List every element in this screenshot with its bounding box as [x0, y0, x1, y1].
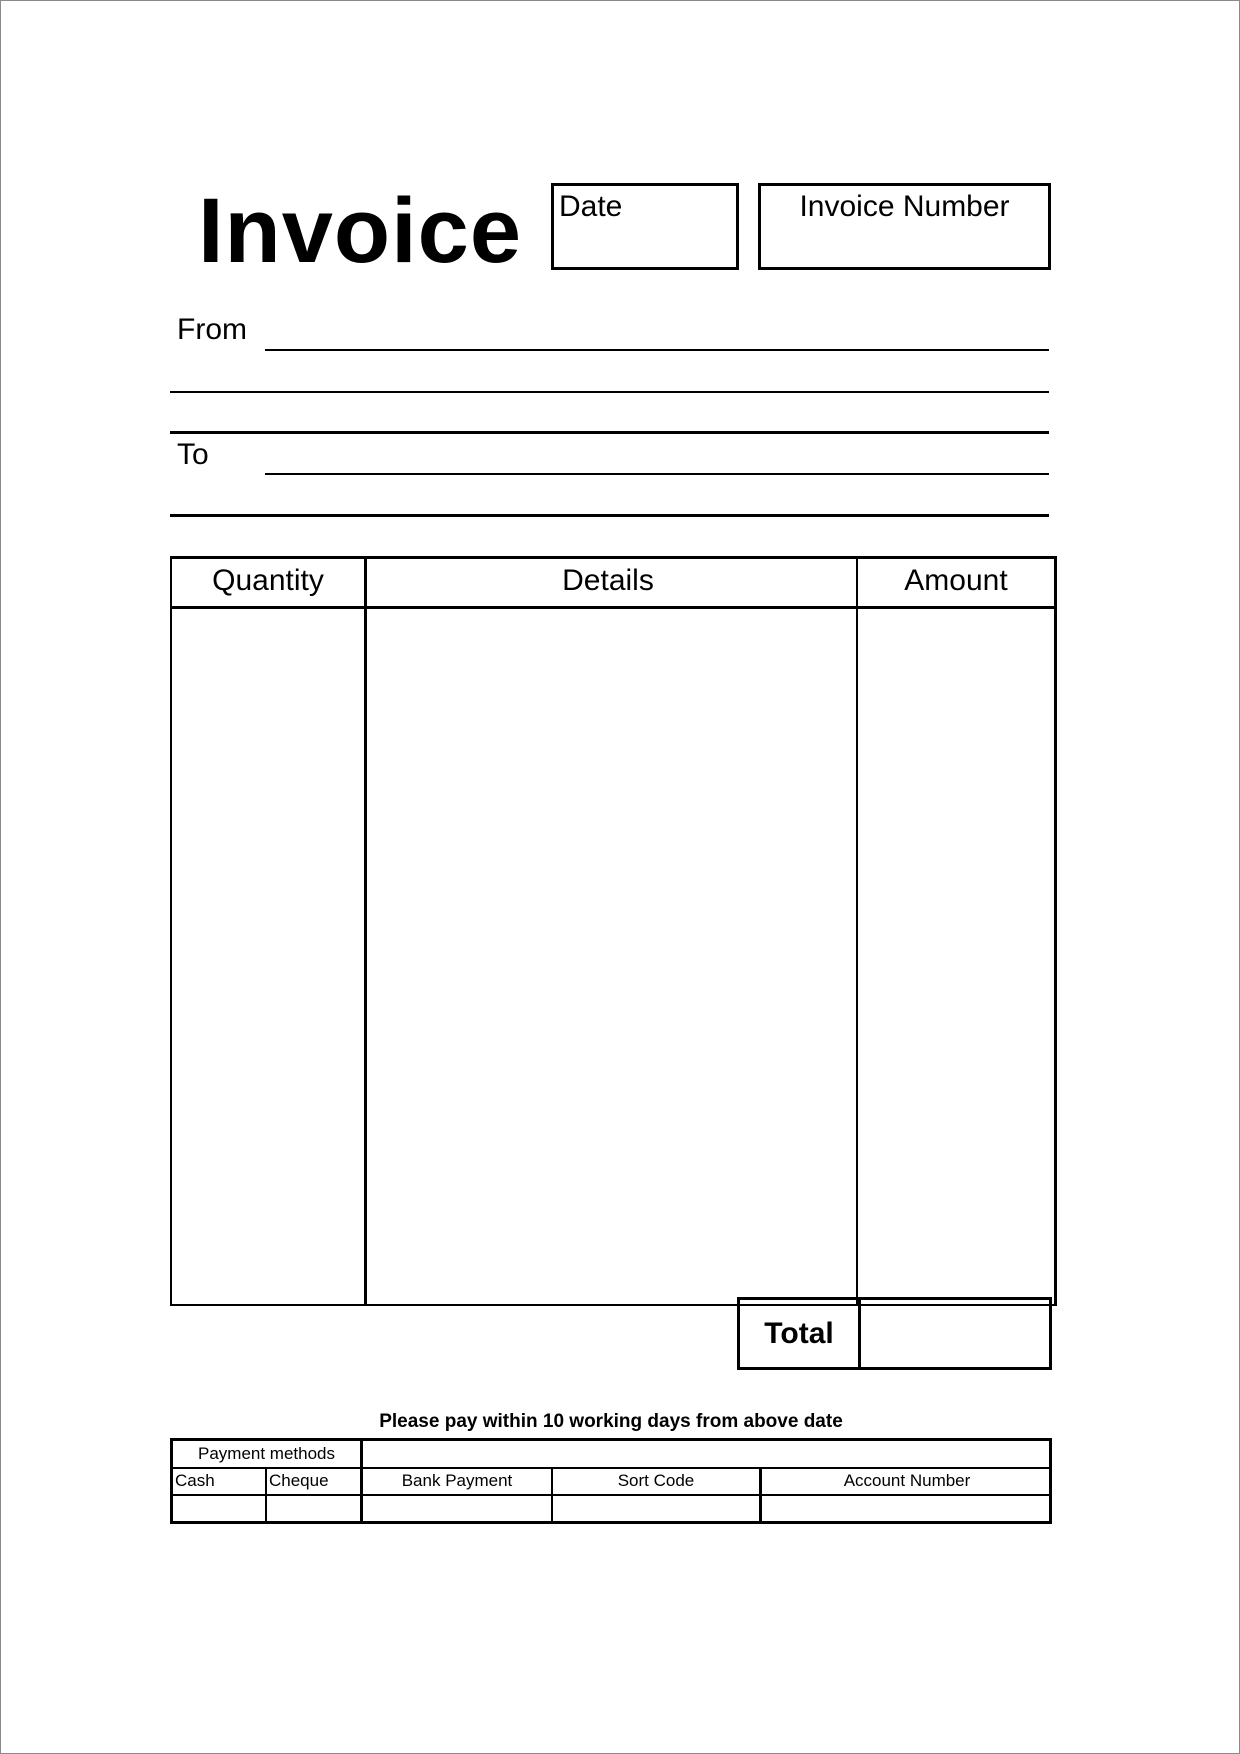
date-label: Date — [559, 190, 623, 223]
invoice-title: Invoice — [198, 180, 523, 282]
details-header: Details — [359, 559, 857, 609]
payment-row-divider-1 — [173, 1467, 1049, 1469]
to-label: To — [177, 438, 209, 471]
date-box[interactable] — [551, 183, 739, 270]
from-line-2[interactable] — [170, 391, 1049, 393]
invoice-number-box[interactable] — [758, 183, 1051, 270]
details-column — [359, 556, 857, 1306]
cheque-value-cell[interactable] — [267, 1496, 360, 1521]
total-box — [737, 1297, 1052, 1370]
cash-value-cell[interactable] — [173, 1496, 265, 1521]
address-divider — [170, 431, 1049, 434]
quantity-header: Quantity — [172, 559, 364, 609]
invoice-number-label: Invoice Number — [799, 190, 1010, 223]
total-value-cell[interactable] — [858, 1300, 1049, 1367]
amount-cell[interactable] — [858, 606, 1054, 1304]
bank-payment-header: Bank Payment — [401, 1471, 513, 1490]
to-line-2[interactable] — [170, 514, 1049, 517]
quantity-column — [170, 556, 367, 1306]
cash-header: Cash — [175, 1471, 215, 1490]
from-line-1[interactable] — [265, 349, 1049, 351]
sort-code-header: Sort Code — [617, 1471, 695, 1490]
payment-note: Please pay within 10 working days from above date — [379, 1411, 843, 1432]
amount-column — [856, 556, 1057, 1306]
cheque-header: Cheque — [269, 1471, 329, 1490]
payment-table — [170, 1438, 1052, 1524]
items-table — [170, 556, 1052, 1301]
bank-payment-value-cell[interactable] — [363, 1496, 551, 1521]
total-label: Total — [740, 1300, 861, 1367]
from-label: From — [177, 313, 247, 346]
quantity-cell[interactable] — [172, 606, 364, 1304]
details-cell[interactable] — [359, 606, 857, 1304]
amount-header: Amount — [858, 559, 1054, 609]
sort-code-value-cell[interactable] — [553, 1496, 759, 1521]
payment-methods-header: Payment methods — [197, 1444, 335, 1463]
to-line-1[interactable] — [265, 473, 1049, 475]
account-number-value-cell[interactable] — [762, 1496, 1049, 1521]
account-number-header: Account Number — [843, 1471, 971, 1490]
